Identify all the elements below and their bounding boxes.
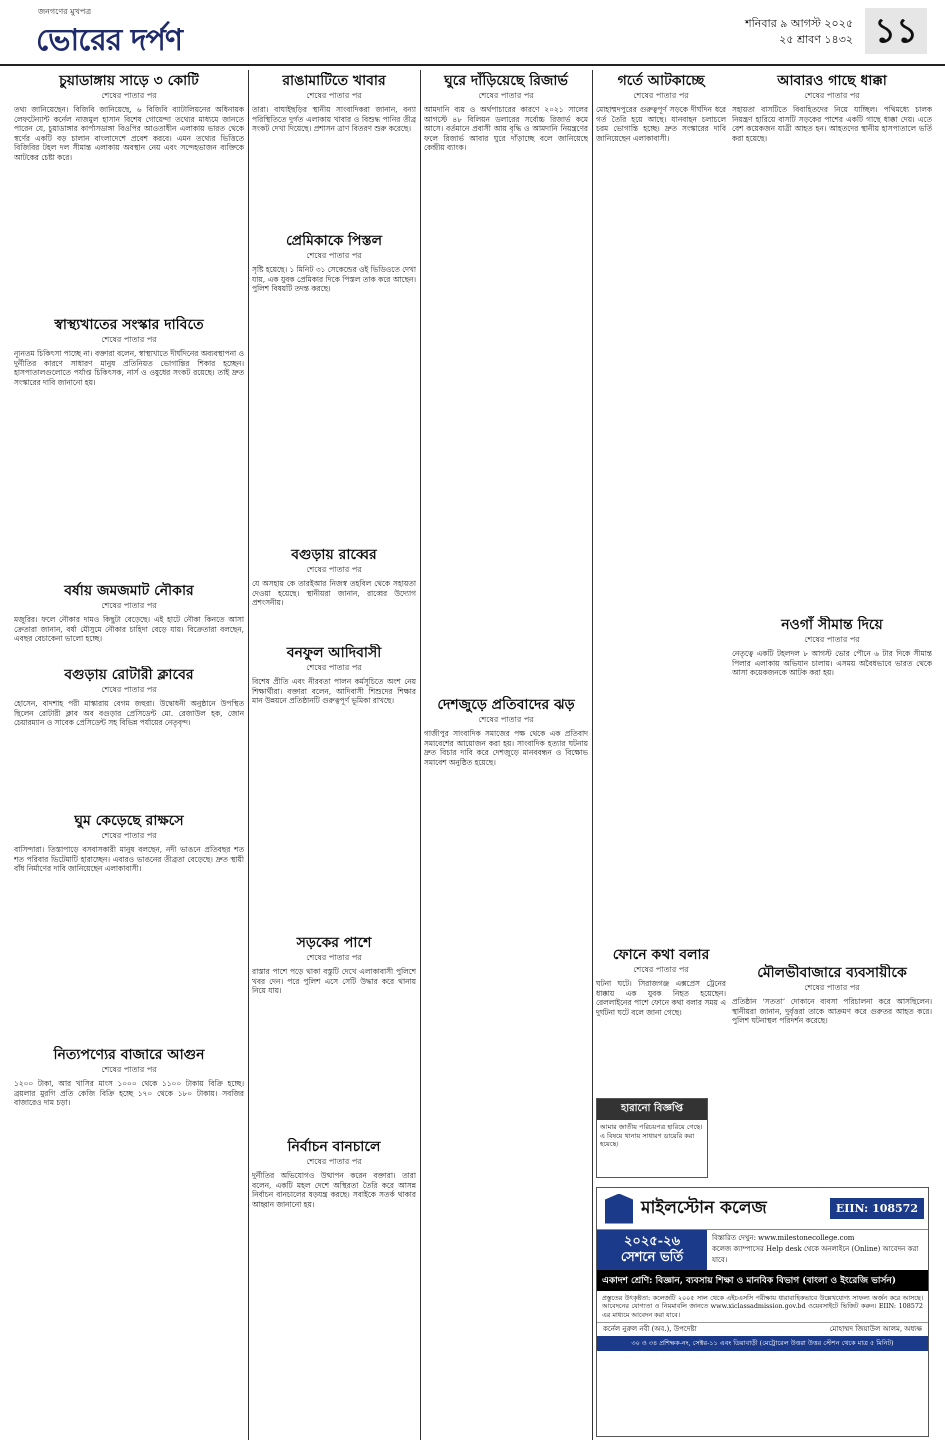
article-title: ফোনে কথা বলার	[612, 947, 710, 963]
ad-principal: মোহাম্মদ জিয়াউল আলম, অধ্যক্ষ	[829, 1325, 922, 1334]
masthead-tagline: জনগণের মুখপত্র	[38, 7, 92, 16]
lost-notice-body: আমার জাতীয় পরিচয়পত্র হারিয়ে গেছে। এ বিষয়ে থানায় সাধারণ ডায়েরি করা হয়েছে।	[600, 1123, 703, 1148]
article-body: গাজীপুর সাংবাদিক সমাজের পক্ষ থেকে এক প্রতিবাদ সমাবেশের আয়োজন করা হয়। সাংবাদিক হত্যার ঘটনায় দ্রুত বিচার দাবি করে দেশজুড়ে মানববন্ধন ও বিক্ষোভ সমাবেশ অনুষ্ঠিত হয়েছে।	[424, 729, 588, 767]
article-title: নির্বাচন বানচালে	[287, 1139, 381, 1155]
article-continued: শেষের পাতার পর	[478, 715, 534, 724]
article-a2[interactable]	[14, 316, 244, 578]
page-number: ১১	[865, 8, 927, 54]
article-a3[interactable]	[14, 582, 244, 662]
ad-college-name: মাইলস্টোন কলেজ	[641, 1197, 767, 1218]
article-body: সৃষ্টি হয়েছে। ১ মিনিট ৩১ সেকেন্ডের ওই ভিডিওতে দেখা যায়, এক যুবক প্রেমিকার দিকে পিস্তল তাক করে আছেন। পুলিশ বিষয়টি তদন্ত করছে।	[252, 265, 416, 294]
article-continued: শেষের পাতার পর	[306, 565, 362, 574]
lost-notice-title: হারানো বিজ্ঞপ্তি	[597, 1099, 707, 1120]
article-e1[interactable]	[732, 72, 932, 612]
article-a4[interactable]	[14, 666, 244, 808]
article-title: চুয়াডাঙ্গায় সাড়ে ৩ কোটি	[59, 73, 199, 89]
article-title: দেশজুড়ে প্রতিবাদের ঝড়	[437, 697, 575, 713]
ad-class-bar: একাদশ শ্রেণি: বিজ্ঞান, ব্যবসায় শিক্ষা ও মানবিক বিভাগ (বাংলা ও ইংরেজি ভার্সন)	[597, 1270, 928, 1291]
article-body: রাস্তার পাশে পড়ে থাকা বস্তুটি দেখে এলাকাবাসী পুলিশে খবর দেন। পরে পুলিশ এসে সেটি উদ্ধার করে থানায় নিয়ে যায়।	[252, 967, 416, 996]
article-body: বাসিন্দারা। তিস্তাপাড়ে বসবাসকারী মানুষ বলছেন, নদী ভাঙনে প্রতিবছর শত শত পরিবার ভিটেমাটি হারাচ্ছেন। এবারও ভাঙনের তীব্রতা বেড়েছে। দ্রুত স্থায়ী বাঁধ নির্মাণের দাবি জানিয়েছেন এলাকাবাসী।	[14, 845, 244, 874]
ad-session-row	[597, 1230, 928, 1270]
article-body: ন্যূনতম চিকিৎসা পাচ্ছে না। বক্তারা বলেন, স্বাস্থ্যখাতে দীর্ঘদিনের অব্যবস্থাপনা ও দুর্নীতির কারণে সাধারণ মানুষ প্রতিনিয়ত ভোগান্তির শিকার হচ্ছেন। হাসপাতালগুলোতে পর্যাপ্ত চিকিৎসক, নার্স ও ওষুধের সংকট রয়েছে। তাই দ্রুত সংস্কারের দাবি জানানো হয়।	[14, 349, 244, 387]
article-title: রাঙামাটিতে খাবার	[282, 73, 386, 89]
article-body: হোসেন, বাদশাহ পরী মাস্কারায় বেগম জহুরা। উদ্বোধনী অনুষ্ঠানে উপস্থিত ছিলেন রোটারী ক্লাব অব বগুড়ার প্রেসিডেন্ট মো. রেজাউল হক, জোন চেয়ারম্যান ও সাবেক প্রেসিডেন্ট সহ বিভিন্ন পর্যায়ের নেতৃবৃন্দ।	[14, 699, 244, 728]
ad-links	[707, 1230, 928, 1270]
article-e2[interactable]	[732, 616, 932, 960]
article-body: আমদানি ব্যয় ও অর্থপাচারের কারণে ২০২১ সালের আগস্টে ৪৮ বিলিয়ন ডলারের সর্বোচ্চ রিজার্ভ কমে আসে। বর্তমানে প্রবাসী আয় বৃদ্ধি ও আমদানি নিয়ন্ত্রণের ফলে রিজার্ভ আবার ঘুরে দাঁড়াচ্ছে বলে জানিয়েছে কেন্দ্রীয় ব্যাংক।	[424, 105, 588, 153]
ad-session-box	[597, 1230, 707, 1270]
article-continued: শেষের পাতার পর	[306, 663, 362, 672]
ad-helpdesk-note: কলেজ ক্যাম্পাসের Help desk থেকে অনলাইনে (Online) আবেদন করা যাবে।	[712, 1245, 919, 1264]
article-continued: শেষের পাতার পর	[101, 335, 157, 344]
article-title: নওগাঁ সীমান্ত দিয়ে	[781, 617, 883, 633]
newspaper-logo[interactable]: ভোরের দর্পণ	[36, 23, 182, 58]
ad-signatures	[597, 1322, 928, 1336]
article-continued: শেষের পাতার পর	[804, 983, 860, 992]
article-continued: শেষের পাতার পর	[306, 1157, 362, 1166]
column-divider	[248, 70, 249, 1440]
article-title: মৌলভীবাজারে ব্যবসায়ীকে	[757, 965, 907, 981]
article-continued: শেষের পাতার পর	[478, 91, 534, 100]
article-body: মজুরির। ফলে নৌকার দামও কিছুটা বেড়েছে। এই হাটে নৌকা কিনতে আসা ক্রেতারা জানান, বর্ষা মৌসুমে নৌকার চাহিদা বেড়ে যায়। বিক্রেতারা বলছেন, এবছর বেচাকেনা ভালো হচ্ছে।	[14, 615, 244, 644]
article-b6[interactable]	[252, 1138, 416, 1440]
article-b1[interactable]	[252, 72, 416, 228]
article-continued: শেষের পাতার পর	[633, 91, 689, 100]
article-body: তারা। বাঘাইছড়ির স্থানীয় সাংবাদিকরা জানান, বন্যা পরিস্থিতিতে দুর্গত এলাকায় খাবার ও বিশুদ্ধ পানির তীব্র সংকট দেখা দিয়েছে। প্রশাসন ত্রাণ বিতরণ শুরু করেছে।	[252, 105, 416, 134]
article-a1[interactable]	[14, 72, 244, 312]
article-c1[interactable]	[424, 72, 588, 692]
article-body: যে অসহায় কে তারইআর নিজস্ব তহবিল থেকে সহায়তা দেওয়া হয়েছে। স্থানীয়রা জানান, রাব্বের উদ্যোগ প্রশংসনীয়।	[252, 579, 416, 608]
article-continued: শেষের পাতার পর	[306, 91, 362, 100]
college-logo-icon	[605, 1194, 633, 1224]
article-title: প্রেমিকাকে পিস্তল	[285, 233, 383, 249]
article-title: বগুড়ায় রাব্বের	[291, 547, 377, 563]
ad-website-link[interactable]: বিস্তারিত দেখুন: www.milestonecollege.com	[712, 1234, 855, 1242]
article-body: বিশেষ প্রীতি এবং নীরবতা পালন কর্মসূচিতে অংশ নেয় শিক্ষার্থীরা। বক্তারা বলেন, আদিবাসী শিশুদের শিক্ষার মান উন্নয়নে প্রতিষ্ঠানটি গুরুত্বপূর্ণ ভূমিকা রাখছে।	[252, 677, 416, 706]
article-body: নেতৃত্বে একটি টহলদল ৮ আগস্ট ভোর পৌনে ৬ টার দিকে সীমান্ত পিলার এলাকায় অভিযান চালায়। এসময় অবৈধভাবে ভারত থেকে আসা কয়েকজনকে আটক করা হয়।	[732, 649, 932, 678]
article-c2[interactable]	[424, 696, 588, 1440]
article-body: ১২০০ টাকা, আর খাসির মাংস ১০০০ থেকে ১১০০ টাকায় বিক্রি হচ্ছে। ব্রয়লার মুরগি প্রতি কেজি বিক্রি হচ্ছে ১৭০ থেকে ১৮০ টাকায়। সবজির বাজারেও দাম চড়া।	[14, 1079, 244, 1108]
ad-session-label: সেশনে ভর্তি	[620, 1250, 684, 1265]
article-title: নিত্যপণ্যের বাজারে আগুন	[53, 1047, 205, 1063]
column-divider	[420, 70, 421, 1440]
article-body: প্রতিষ্ঠান ‘সততা’ দোকানে ব্যবসা পরিচালনা করে আসছিলেন। স্থানীয়রা জানান, দুর্বৃত্তরা তাকে আক্রমণ করে গুরুতর আহত করে। পুলিশ ঘটনাস্থল পরিদর্শন করেছে।	[732, 997, 932, 1026]
article-continued: শেষের পাতার পর	[101, 1065, 157, 1074]
article-a6[interactable]	[14, 1046, 244, 1440]
article-title: সড়কের পাশে	[296, 935, 372, 951]
ad-header	[597, 1188, 928, 1230]
article-continued: শেষের পাতার পর	[306, 953, 362, 962]
article-title: ঘুম কেড়েছে রাক্ষসে	[74, 813, 184, 829]
article-continued: শেষের পাতার পর	[101, 91, 157, 100]
ad-advisor: কর্নেল নুরুল নবী (অব.), উপদেষ্টা	[603, 1325, 697, 1334]
article-b5[interactable]	[252, 934, 416, 1134]
ad-body: প্রস্তুতের উৎকৃষ্টতা: কলেজটি ২০০৫ সাল থেকে এইচএসসি পরীক্ষায় ধারাবাহিকভাবে উল্লেখযোগ্য সাফল্য অর্জন করে আসছে। আবেদনের যোগ্যতা ও নিয়মাবলি জানতে www.xiclassadmission.gov.bd ওয়েবসাইটে ভিজিট করুন। EIIN: 108572 এর মাধ্যমে আবেদন করা যাবে।	[602, 1294, 923, 1319]
article-body: দুর্নীতির অভিযোগও উত্থাপন করেন বক্তারা। তারা বলেন, একটি মহল দেশে অস্থিরতা তৈরি করে আসন্ন নির্বাচন বানচালের ষড়যন্ত্র করছে। সবাইকে সতর্ক থাকার আহ্বান জানানো হয়।	[252, 1171, 416, 1209]
article-title: গর্তে আটকাচ্ছে	[617, 73, 705, 89]
article-continued: শেষের পাতার পর	[306, 251, 362, 260]
article-a5[interactable]	[14, 812, 244, 1042]
article-title: আবারও গাছে ধাক্কা	[777, 73, 887, 89]
ad-contact: ৩০ ও ৩৪ প্রশিক্ষক-নং, সেক্টর-১১ এবং ডিয়াবাড়ী (মেট্রোরেল উত্তরা উত্তর স্টেশন থেকে মাত্র ৫ মিনিট)	[597, 1336, 928, 1351]
article-continued: শেষের পাতার পর	[804, 91, 860, 100]
article-title: স্বাস্থ্যখাতের সংস্কার দাবিতে	[54, 317, 204, 333]
article-d1[interactable]	[596, 72, 726, 942]
article-e3[interactable]	[732, 964, 932, 1182]
article-title: বর্ষায় জমজমাট নৌকার	[64, 583, 194, 599]
dateline	[745, 16, 853, 48]
article-body: সহায়তা বাসটিতে বিবাহিতদের নিয়ে যাচ্ছিল। পথিমধ্যে চালক নিয়ন্ত্রণ হারিয়ে বাসটি সড়কের পাশের একটি গাছে ধাক্কা দেয়। এতে বেশ কয়েকজন যাত্রী আহত হন। আহতদের স্থানীয় হাসপাতালে ভর্তি করা হয়েছে।	[732, 105, 932, 143]
article-b4[interactable]	[252, 644, 416, 930]
article-title: বগুড়ায় রোটারী ক্লাবের	[64, 667, 194, 683]
article-body: ঘটনা ঘটে। সিরাজগঞ্জ এক্সপ্রেস ট্রেনের ধাক্কায় এক যুবক নিহত হয়েছেন। রেললাইনের পাশে ফোনে কথা বলার সময় এ দুর্ঘটনা ঘটে বলে জানা গেছে।	[596, 979, 726, 1017]
article-continued: শেষের পাতার পর	[101, 601, 157, 610]
article-d2[interactable]	[596, 946, 726, 1094]
article-title: ঘুরে দাঁড়িয়েছে রিজার্ভ	[444, 73, 568, 89]
article-b3[interactable]	[252, 546, 416, 640]
article-title: বনফুল আদিবাসী	[286, 645, 382, 661]
college-advertisement[interactable]	[596, 1187, 929, 1437]
article-continued: শেষের পাতার পর	[101, 831, 157, 840]
article-body: তথ্য জানিয়েছেন। বিজিবি জানিয়েছে, ৬ বিজিবি ব্যাটালিয়নের অধিনায়ক লেফটেন্যান্ট কর্নেল নাজমুল হাসান বিশেষ গোয়েন্দা তথ্যের মাধ্যমে জানতে পারেন যে, চুয়াডাঙ্গার কার্পাসডাঙ্গা বিওপির আওতাধীন এলাকায় ভারত থেকে স্বর্ণের একটি বড় চালান বাংলাদেশে প্রবেশ করবে। এমন তথ্যের ভিত্তিতে বিজিবির টহল দল সীমান্ত এলাকায় অবস্থান নেয় এবং সন্দেহভাজন ব্যক্তিকে আটকের চেষ্টা করে।	[14, 105, 244, 162]
article-continued: শেষের পাতার পর	[633, 965, 689, 974]
ad-eiin: EIIN: 108572	[830, 1198, 924, 1219]
article-continued: শেষের পাতার পর	[101, 685, 157, 694]
masthead	[0, 0, 945, 66]
date-bengali: ২৫ শ্রাবণ ১৪৩২	[779, 33, 853, 46]
ad-year: ২০২৫-২৬	[623, 1234, 681, 1249]
article-continued: শেষের পাতার পর	[804, 635, 860, 644]
lost-notice	[596, 1098, 708, 1178]
article-body: মোহাম্মদপুরের গুরুত্বপূর্ণ সড়কে দীর্ঘদিন ধরে গর্ত তৈরি হয়ে আছে। যানবাহন চলাচলে চরম ভোগান্তি হচ্ছে। দ্রুত সংস্কারের দাবি জানিয়েছেন এলাকাবাসী।	[596, 105, 726, 143]
column-divider	[592, 70, 593, 1440]
article-b2[interactable]	[252, 232, 416, 542]
date-gregorian: শনিবার ৯ আগস্ট ২০২৫	[745, 17, 853, 30]
